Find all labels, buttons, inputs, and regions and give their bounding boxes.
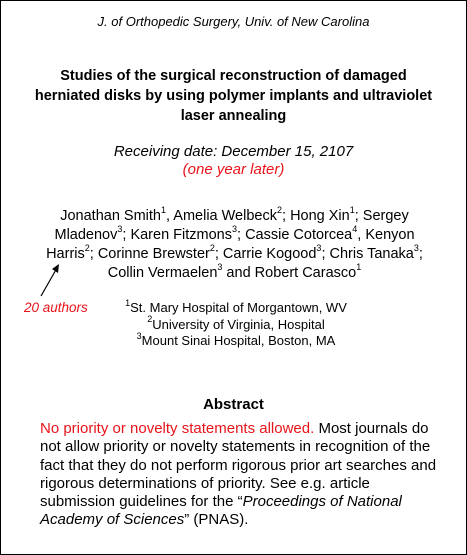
author-item [245, 224, 366, 243]
receiving-note: (one year later) [182, 161, 285, 178]
author-name: Robert Carasco [254, 265, 357, 281]
author-separator: ; [321, 246, 330, 262]
abstract-text-end: ” (PNAS). [184, 511, 249, 529]
affiliation-list [100, 297, 372, 350]
author-separator: , [357, 227, 366, 243]
receiving-info [0, 143, 467, 179]
author-item [173, 205, 291, 224]
author-affiliation-number: 1 [161, 205, 167, 216]
author-affiliation-number: 2 [84, 243, 90, 254]
abstract-journal-name: Proceedings of National Academy of Sciences [40, 493, 402, 529]
affiliation-number: 2 [147, 314, 153, 325]
author-affiliation-number: 2 [209, 243, 215, 254]
author-item [254, 262, 362, 281]
affiliation-item [100, 330, 372, 350]
author-affiliation-number: 3 [217, 262, 223, 273]
author-name: Carrie Kogood [222, 246, 317, 262]
abstract-highlight: No priority or novelty statements allowed. [40, 420, 315, 437]
author-name: Sergey Mladenov [54, 208, 409, 243]
journal-name: J. of Orthopedic Surgery, Univ. of New Carolina [97, 14, 370, 29]
author-separator: ; [418, 246, 423, 262]
author-name: Jonathan Smith [60, 208, 161, 224]
author-name: Cassie Cotorcea [245, 227, 353, 243]
author-name: Hong Xin [290, 208, 350, 224]
affiliation-number: 3 [136, 330, 142, 341]
author-name: Corinne Brewster [97, 246, 210, 262]
abstract-body [40, 420, 440, 530]
author-item [107, 262, 255, 281]
author-separator: ; [89, 246, 98, 262]
abstract-heading: Abstract [203, 396, 264, 413]
author-name: Amelia Welbeck [173, 208, 277, 224]
author-affiliation-number: 4 [352, 224, 358, 235]
author-name: Kenyon Harris [46, 227, 415, 262]
author-item [290, 205, 363, 224]
paper-title: Studies of the surgical reconstruction of damaged herniated disks by using polymer implants and ultraviolet laser annealing [34, 68, 433, 124]
annotation-arrow-icon [38, 262, 62, 298]
affiliation-text: Mount Sinai Hospital, Boston, MA [141, 333, 336, 348]
author-affiliation-number: 1 [356, 262, 362, 273]
affiliation-text: St. Mary Hospital of Morgantown, WV [130, 300, 347, 315]
author-separator: ; [214, 246, 223, 262]
author-item [222, 243, 330, 262]
author-affiliation-number: 3 [316, 243, 322, 254]
author-item [130, 224, 246, 243]
author-list [36, 207, 433, 283]
author-separator: ; [354, 208, 363, 224]
author-affiliation-number: 3 [413, 243, 419, 254]
abstract-text-start: Most journals do not allow priority or novelty statements in recognition of the fact that they do not perform rigorous prior art searches and rigorous determinations of priority. See e.g. article submission guidelines for the “ [40, 420, 437, 511]
author-affiliation-number: 1 [349, 205, 355, 216]
author-separator: , [166, 208, 174, 224]
affiliation-item [100, 297, 372, 317]
author-item [60, 205, 174, 224]
author-name: Collin Vermaelen [107, 265, 218, 281]
author-separator: ; [237, 227, 246, 243]
author-count-label: 20 authors [24, 300, 88, 315]
receiving-date: Receiving date: December 15, 2107 [113, 143, 354, 160]
affiliation-text: University of Virginia, Hospital [152, 316, 325, 332]
author-name: Chris Tanaka [329, 246, 414, 262]
author-separator: and [222, 265, 255, 281]
author-name: Karen Fitzmons [130, 227, 232, 243]
author-affiliation-number: 2 [276, 205, 282, 216]
author-affiliation-number: 3 [231, 224, 237, 235]
author-item [97, 243, 223, 262]
author-separator: ; [282, 208, 291, 224]
affiliation-number: 1 [125, 297, 131, 308]
author-item [329, 243, 423, 262]
author-affiliation-number: 3 [117, 224, 123, 235]
author-separator: ; [122, 227, 131, 243]
